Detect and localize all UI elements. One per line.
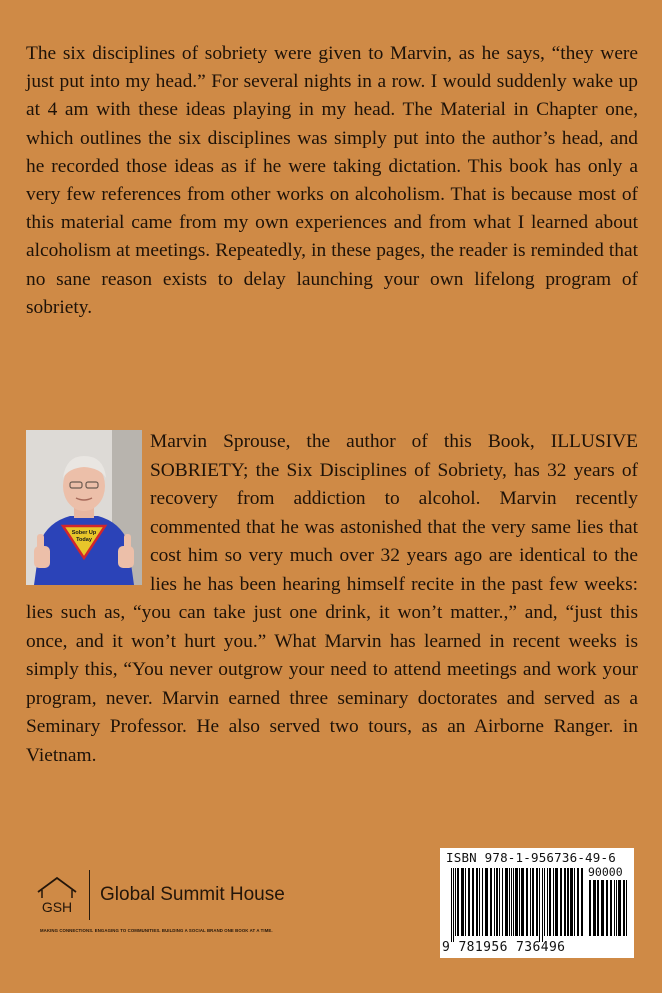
blurb-paragraph-1: The six disciplines of sobriety were given to Marvin, as he says, “they were just put into my head.” For several nights in a row. I would suddenly wake up at 4 am with these ideas playing in my head. The Material in Chapter one, which outlines the six disciplines was simply put into the author’s head, and he recorded those ideas as if he were taking dictation. This book has only a very few references from other works on alcoholism. That is because most of this material came from my own experiences and from what I learned about alcoholism at meetings. Repeatedly, in these pages, the reader is reminded that no sane reason exists to delay launching your own lifelong program of sobriety.	[26, 43, 638, 318]
barcode-bar	[567, 868, 569, 936]
barcode-bar	[547, 868, 548, 936]
barcode-bar	[482, 868, 483, 936]
publisher-tagline: MAKING CONNECTIONS. ENGAGING TO COMMUNITIES. BUILDING A SOCIAL BRAND ONE BOOK AT A TIME.	[40, 928, 273, 933]
barcode-bar	[560, 868, 562, 936]
barcode-bar	[616, 880, 617, 936]
barcode-bar	[597, 880, 599, 936]
barcode-bar	[451, 868, 452, 942]
barcode-bar	[519, 868, 520, 936]
barcode-bar	[476, 868, 478, 936]
barcode-bar	[536, 868, 538, 936]
house-roof-icon	[38, 878, 76, 892]
ean-bars	[450, 868, 584, 942]
barcode-bar	[532, 868, 534, 936]
barcode-bar	[526, 868, 528, 936]
barcode-bar	[461, 868, 464, 936]
barcode-bar	[564, 868, 566, 936]
barcode-bar	[468, 868, 470, 936]
isbn-barcode	[440, 848, 634, 958]
barcode-bar	[553, 868, 554, 936]
barcode-bar	[542, 868, 543, 942]
barcode-bar	[618, 880, 621, 936]
barcode-bar	[606, 880, 608, 936]
barcode-bar	[530, 868, 531, 936]
isbn-label: ISBN 978-1-956736-49-6	[446, 850, 616, 865]
barcode-bar	[455, 868, 456, 936]
barcode-bar	[577, 868, 579, 936]
barcode-bar	[601, 880, 604, 936]
barcode-bar	[544, 868, 545, 936]
barcode-bar	[623, 880, 625, 936]
barcode-bar	[626, 880, 627, 936]
barcode-bar	[574, 868, 575, 936]
barcode-bar	[513, 868, 514, 936]
barcode-bar	[581, 868, 583, 936]
barcode-bar	[589, 880, 591, 936]
gsh-logo	[34, 872, 80, 920]
publisher-name: Global Summit House	[100, 884, 285, 905]
barcode-bar	[457, 868, 459, 936]
barcode-bar	[485, 868, 488, 936]
barcode-bar	[610, 880, 612, 936]
barcode-bar	[496, 868, 498, 936]
publisher-divider	[89, 870, 90, 920]
photo-spacer	[26, 430, 150, 586]
publisher-block	[34, 866, 334, 938]
barcode-digits: 9 781956 736496	[442, 940, 566, 955]
barcode-bar	[511, 868, 512, 936]
shirt-badge-text: Sober Up Today	[71, 530, 97, 543]
author-bio-wrapper	[26, 428, 638, 770]
barcode-bar	[502, 868, 503, 936]
barcode-bar	[570, 868, 573, 936]
barcode-bar	[465, 868, 466, 936]
barcode-bar	[521, 868, 524, 936]
barcode-bar	[505, 868, 508, 936]
barcode-bar	[549, 868, 551, 936]
barcode-bar	[490, 868, 492, 936]
barcode-bar	[453, 868, 454, 942]
barcode-bar	[614, 880, 615, 936]
barcode-bar	[555, 868, 558, 936]
blurb-paragraph-2: Marvin Sprouse, the author of this Book, ILLUSIVE SOBRIETY; the Six Disciplines of Sobriety, has 32 years of recovery from addiction to alcohol. Marvin recently commented that he was astonished that the very same lies that cost him so very much over 32 years ago are identical to the lies he has been hearing himself recite in the past few weeks: lies such as, “you can take just one drink, it won’t matter.,” and, “just this once, and it won’t hurt you.” What Marvin has learned in recent weeks is simply this, “You never outgrow your need to attend meetings and work your program, never. Marvin earned three seminary doctorates and served as a Seminary Professor. He also served two tours, as an Airborne Ranger. in Vietnam.	[26, 431, 638, 766]
price-code: 90000	[588, 865, 623, 879]
barcode-bar	[509, 868, 510, 936]
barcode-bar	[499, 868, 500, 936]
barcode-bar	[494, 868, 495, 936]
barcode-bar	[472, 868, 474, 936]
addon-bars	[588, 880, 630, 942]
barcode-bar	[539, 868, 540, 942]
gsh-logo-text: GSH	[41, 899, 73, 915]
barcode-bar	[515, 868, 518, 936]
barcode-bar	[593, 880, 596, 936]
barcode-bar	[479, 868, 480, 936]
